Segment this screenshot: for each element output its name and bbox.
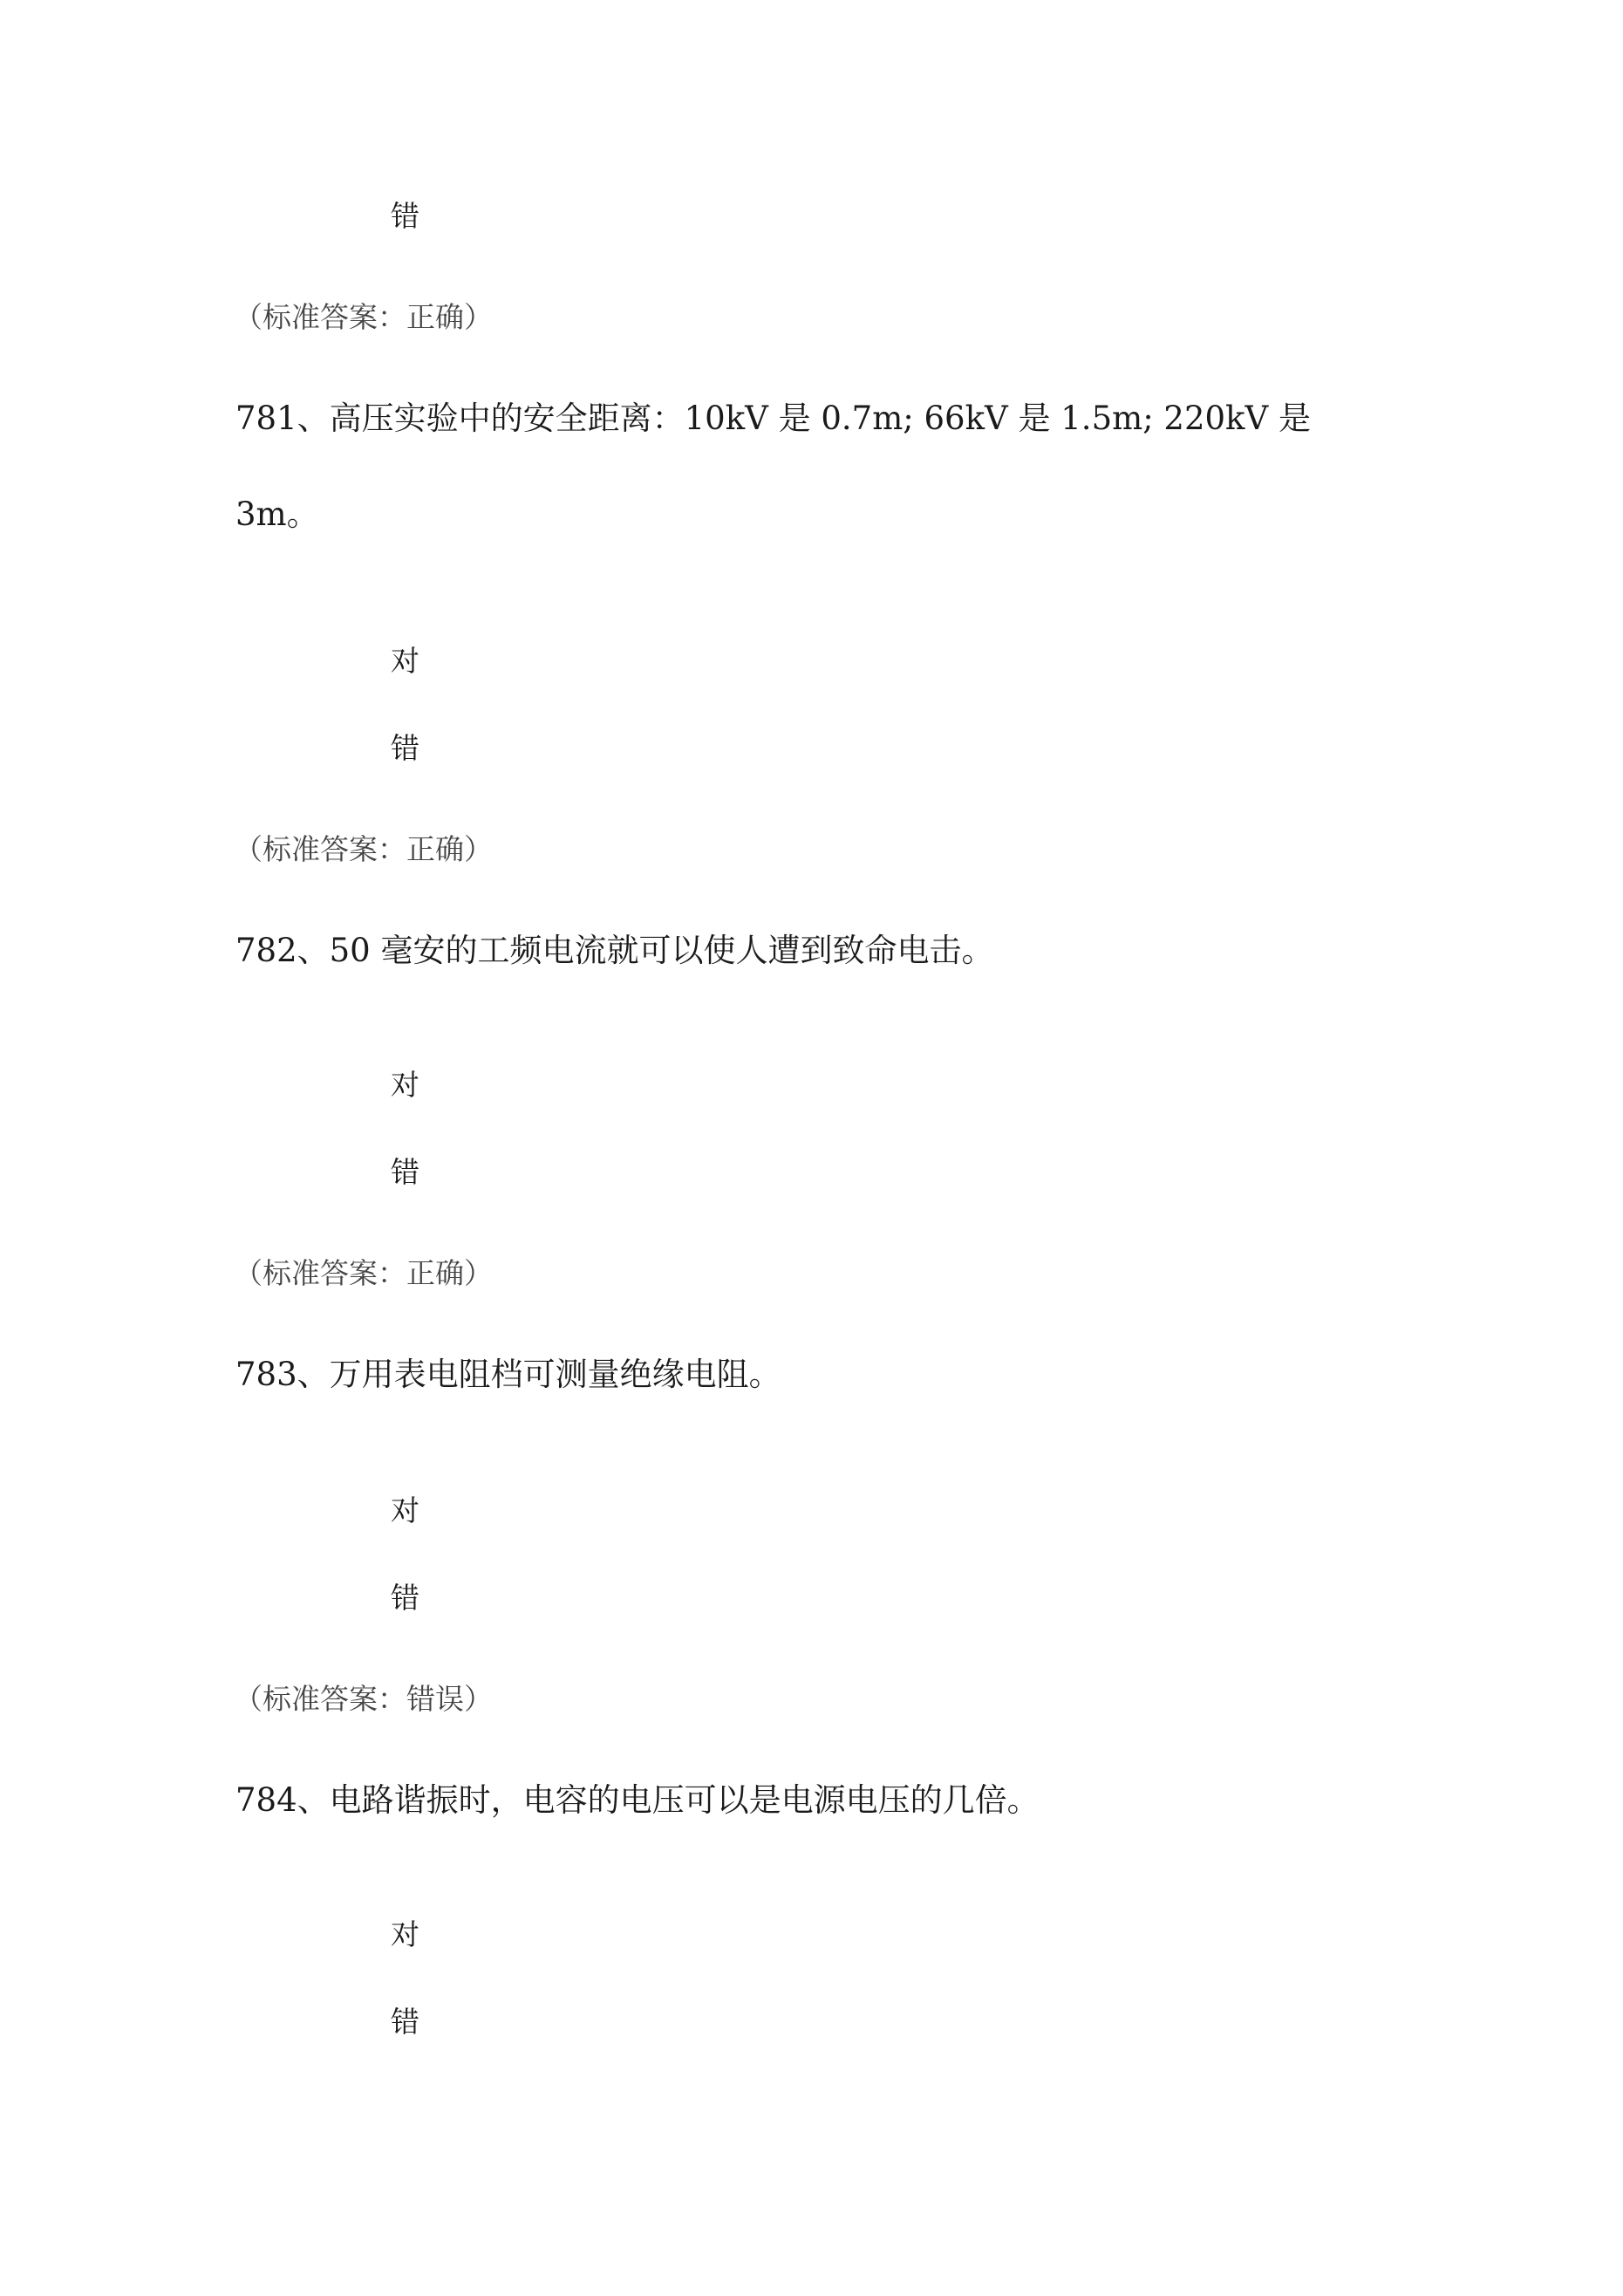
option-right: 对: [391, 1068, 419, 1102]
option-wrong: 错: [391, 731, 419, 765]
question-782: 782、50 毫安的工频电流就可以使人遭到致命电击。: [235, 932, 994, 969]
question-784: 784、电路谐振时，电容的电压可以是电源电压的几倍。: [235, 1781, 1040, 1819]
standard-answer: （标准答案：错误）: [234, 1682, 493, 1716]
standard-answer: （标准答案：正确）: [234, 1256, 493, 1290]
option-right: 对: [391, 644, 419, 678]
question-781-line-1: 781、高压实验中的安全距离：10kV 是 0.7m; 66kV 是 1.5m; 220kV 是: [235, 400, 1311, 437]
standard-answer: （标准答案：正确）: [234, 300, 493, 334]
option-wrong: 错: [391, 2005, 419, 2039]
option-right: 对: [391, 1917, 419, 1951]
option-right: 对: [391, 1493, 419, 1527]
option-wrong: 错: [391, 1581, 419, 1615]
standard-answer: （标准答案：正确）: [234, 832, 493, 866]
question-781-line-2: 3m。: [235, 495, 319, 533]
option-wrong: 错: [391, 199, 419, 233]
option-wrong: 错: [391, 1155, 419, 1189]
question-783: 783、万用表电阻档可测量绝缘电阻。: [235, 1356, 781, 1393]
